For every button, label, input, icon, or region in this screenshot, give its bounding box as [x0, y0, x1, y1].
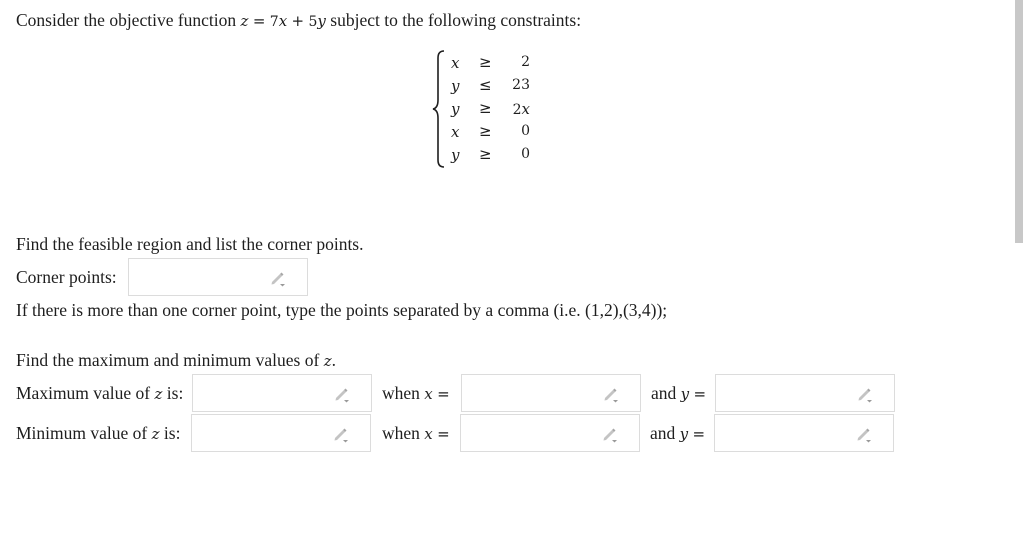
- min-label-prefix: Minimum value of: [16, 423, 148, 443]
- constraint-relation: ≥: [479, 122, 492, 140]
- constraint-relation: ≤: [479, 76, 492, 94]
- constraint-rhs-coef: 2: [512, 102, 522, 118]
- constraint-lhs: x: [451, 123, 460, 141]
- intro-text-before: Consider the objective function: [16, 10, 237, 30]
- min-y-input[interactable]: [714, 414, 894, 452]
- constraint-rhs: [513, 100, 530, 119]
- min-and-eq: =: [692, 425, 706, 443]
- max-when-text: when: [382, 383, 420, 403]
- min-when-label: [382, 423, 450, 444]
- pencil-icon[interactable]: [855, 425, 873, 443]
- constraint-relation: ≥: [479, 145, 492, 163]
- objective-var-y: y: [317, 12, 326, 30]
- constraint-rhs: 2: [521, 54, 530, 70]
- max-label-suffix: is:: [166, 383, 184, 403]
- min-and-y: y: [679, 425, 689, 443]
- objective-coef-y: 5: [308, 14, 318, 30]
- pencil-icon[interactable]: [269, 269, 287, 287]
- min-when-eq: =: [437, 425, 450, 443]
- max-and-eq: =: [693, 385, 707, 403]
- pencil-icon[interactable]: [601, 425, 619, 443]
- pencil-icon[interactable]: [856, 385, 874, 403]
- objective-var-x: x: [278, 12, 288, 30]
- constraint-lhs: y: [451, 100, 460, 118]
- intro-sentence: [16, 10, 581, 31]
- max-y-input[interactable]: [715, 374, 895, 412]
- min-when-text: when: [382, 423, 420, 443]
- objective-plus: +: [291, 12, 305, 30]
- min-and-text: and: [650, 423, 676, 443]
- max-label-prefix: Maximum value of: [16, 383, 151, 403]
- min-x-input[interactable]: [460, 414, 640, 452]
- constraint-rhs: 0: [521, 123, 530, 139]
- max-and-y: y: [680, 385, 690, 403]
- max-value-input[interactable]: [192, 374, 372, 412]
- extremes-instruction-var: z: [323, 352, 332, 370]
- constraint-brace: [432, 50, 446, 168]
- corner-points-input[interactable]: [128, 258, 308, 296]
- feasible-instruction: Find the feasible region and list the corner points.: [16, 234, 364, 254]
- pencil-icon[interactable]: [333, 385, 351, 403]
- max-when-x: x: [424, 385, 433, 403]
- scrollbar-thumb[interactable]: [1015, 0, 1023, 243]
- extremes-instruction-suffix: .: [331, 350, 336, 370]
- objective-var-z: z: [240, 12, 249, 30]
- constraint-lhs: y: [451, 77, 460, 95]
- constraint-rhs: 23: [512, 77, 530, 93]
- max-when-eq: =: [437, 385, 450, 403]
- constraint-lhs: y: [451, 146, 460, 164]
- scrollbar-track[interactable]: [1014, 0, 1024, 552]
- min-and-label: [650, 423, 705, 444]
- pencil-icon[interactable]: [332, 425, 350, 443]
- intro-text-after: subject to the following constraints:: [330, 10, 582, 30]
- min-when-x: x: [424, 425, 433, 443]
- min-label: [16, 423, 180, 444]
- constraint-relation: ≥: [479, 99, 492, 117]
- max-and-label: [651, 383, 706, 404]
- corner-points-label: Corner points:: [16, 267, 117, 287]
- corner-points-hint: If there is more than one corner point, type the points separated by a comma (i.e. (1,2),(3,4));: [16, 300, 668, 320]
- min-label-suffix: is:: [163, 423, 181, 443]
- objective-equals: =: [252, 12, 266, 30]
- extremes-instruction-prefix: Find the maximum and minimum values of: [16, 350, 320, 370]
- objective-coef-x: 7: [269, 14, 279, 30]
- min-value-input[interactable]: [191, 414, 371, 452]
- max-when-label: [382, 383, 450, 404]
- constraint-rhs: 0: [521, 146, 530, 162]
- pencil-icon[interactable]: [602, 385, 620, 403]
- constraint-lhs: x: [451, 54, 460, 72]
- extremes-instruction: [16, 350, 336, 371]
- constraint-rhs-var: x: [521, 100, 530, 118]
- max-and-text: and: [651, 383, 677, 403]
- max-label-var: z: [154, 385, 163, 403]
- min-label-var: z: [151, 425, 160, 443]
- max-x-input[interactable]: [461, 374, 641, 412]
- max-label: [16, 383, 183, 404]
- constraint-relation: ≥: [479, 53, 492, 71]
